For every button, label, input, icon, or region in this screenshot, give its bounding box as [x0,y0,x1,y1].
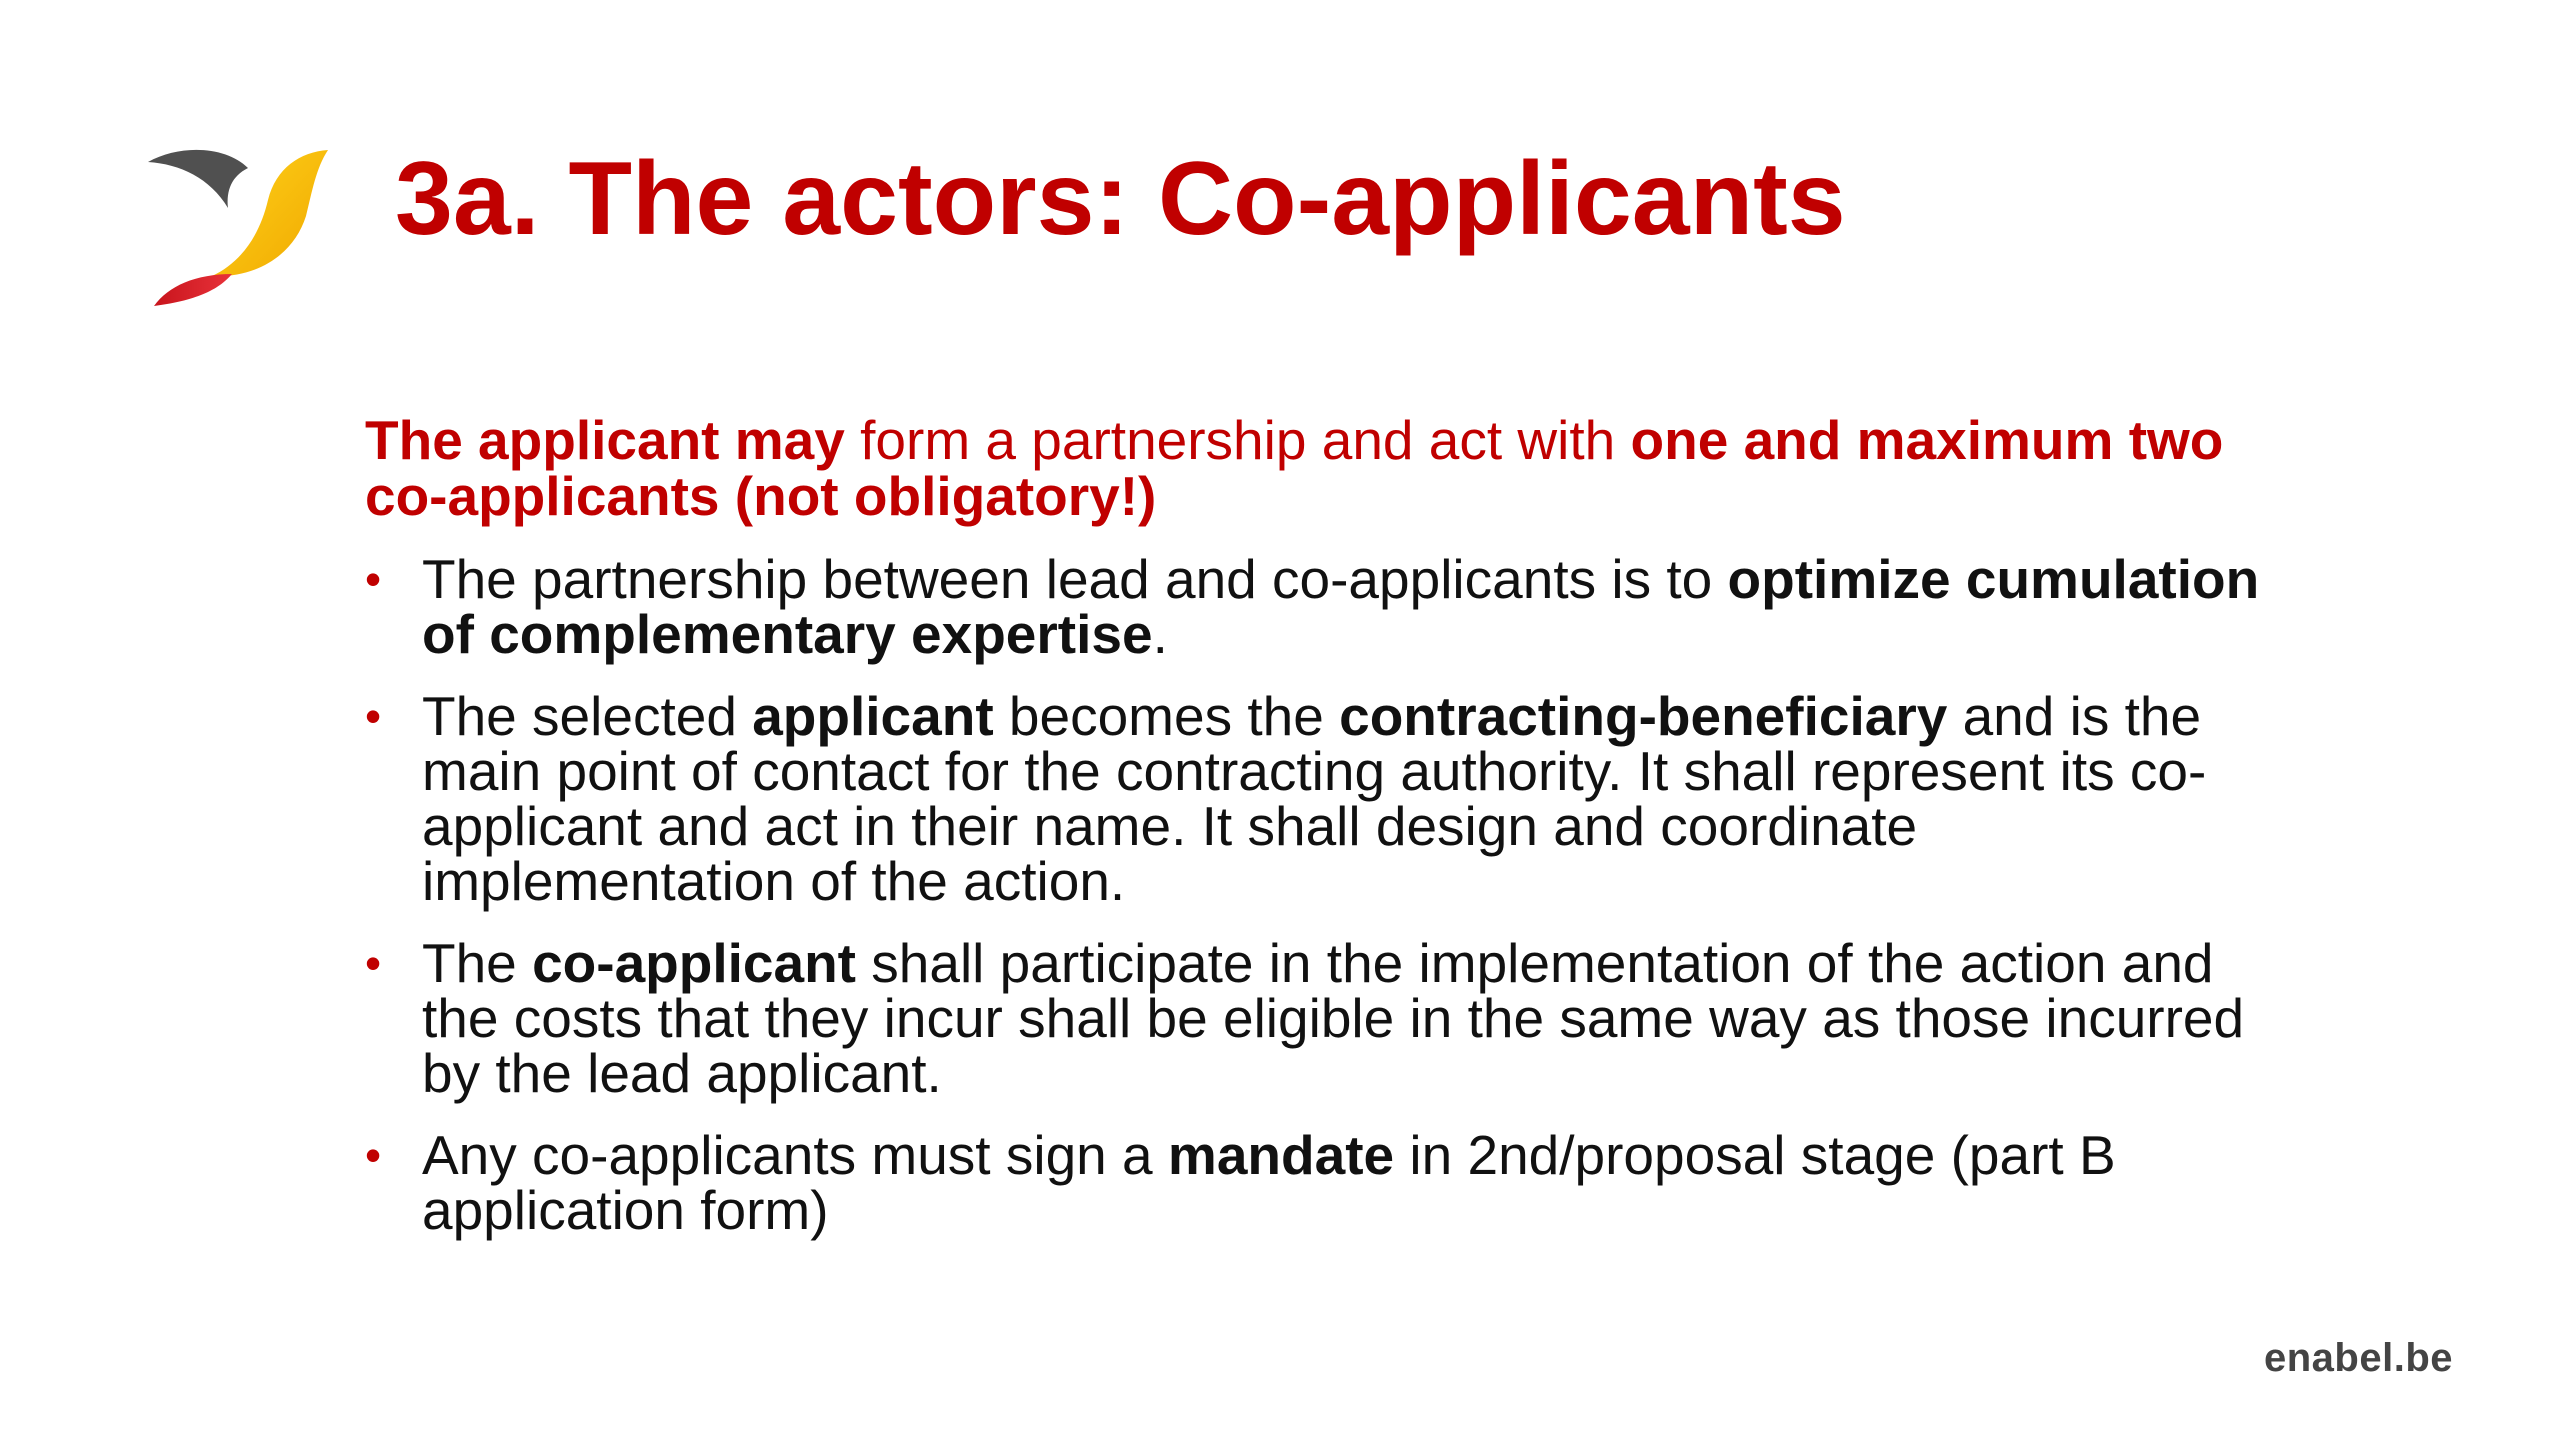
bullet-bold: optimize cumulation of complementary expertise [422,548,2260,665]
bullet-dot-icon: • [365,690,382,742]
bullet-list [365,548,2265,1241]
enabel-logo-icon [140,138,330,308]
bullet-item-partnership [365,548,2265,665]
bullet-text: becomes the [993,685,1340,747]
bullet-item-co-applicant [365,932,2265,1104]
bullet-text: in 2nd/proposal stage (part B application form) [422,1124,2116,1241]
slide-content [365,409,2265,1265]
bullet-text: The [422,932,533,994]
bullet-dot-icon: • [365,1129,382,1181]
bullet-bold: mandate [1167,1124,1395,1186]
intro-bold-1: The applicant may [365,409,845,471]
bullet-item-selected-applicant [365,685,2265,912]
intro-text: form a partnership and act with [844,409,1631,471]
bullet-text: Any co-applicants must sign a [422,1124,1168,1186]
bullet-text: The selected [422,685,753,747]
bullet-bold: contracting-beneficiary [1339,685,1948,747]
bullet-text: . [1152,603,1168,665]
page-title: 3a. The actors: Co-applicants [395,141,1846,257]
bullet-text: and is the main point of contact for the contracting authority. It shall represent its co-applicant and act in their name. It shall design and coordinate implementation of the action. [422,685,2207,912]
bullet-dot-icon: • [365,553,382,605]
bullet-text: shall participate in the implementation of the action and the costs that they incur shall be eligible in the same way as those incurred by the lead applicant. [422,932,2245,1104]
bullet-bold: applicant [752,685,994,747]
bullet-bold: co-applicant [532,932,856,994]
bullet-dot-icon: • [365,937,382,989]
intro-bold-2: one and maximum two co-applicants (not obligatory!) [365,409,2224,527]
bullet-item-mandate [365,1124,2265,1241]
bullet-text: The partnership between lead and co-applicants is to [422,548,1728,610]
intro-paragraph [365,409,2265,527]
footer-website: enabel.be [2263,1336,2453,1380]
